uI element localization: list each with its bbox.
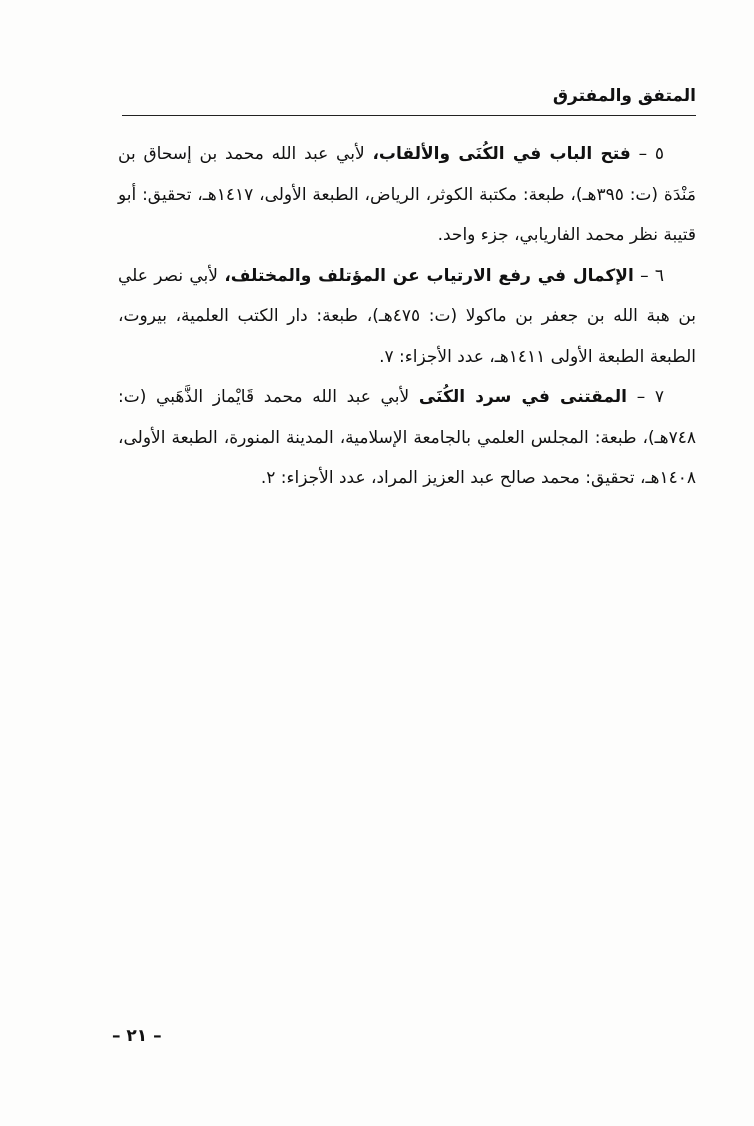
entry-title: الإكمال في رفع الارتياب عن المؤتلف والمختلف، [224,265,634,286]
header-rule [122,115,696,116]
entry-number: ٥ – [638,144,665,164]
running-header-title: المتفق والمفترق [552,86,696,106]
entry-title: المقتنى في سرد الكُنَى [418,387,627,407]
entry-details: لأبي نصر علي بن هبة الله بن جعفر بن ماكولا (ت: ٤٧٥هـ)، طبعة: دار الكتب العلمية، بيروت، الطبعة الطبعة الأولى ١٤١١هـ، عدد الأجزاء: ٧. [118,265,696,367]
entry-number: ٧ – [636,387,665,407]
bibliography-list [118,134,696,499]
entry-details: لأبي عبد الله محمد قَايْماز الذَّهَبي (ت: ٧٤٨هـ)، طبعة: المجلس العلمي بالجامعة الإسلامية، المدينة المنورة، الطبعة الأولى، ١٤٠٨هـ، تحقيق: محمد صالح عبد العزيز المراد، عدد الأجزاء: ٢. [118,387,696,488]
entry-title: فتح الباب في الكُنَى والألقاب، [372,144,631,164]
bibliography-entry-7 [118,377,696,499]
bibliography-entry-5 [118,134,696,256]
bibliography-entry-6 [118,256,696,378]
entry-number: ٦ – [640,265,665,286]
page-number: – ٢١ – [112,1026,162,1046]
entry-details: لأبي عبد الله محمد بن إسحاق بن مَنْدَة (ت: ٣٩٥هـ)، طبعة: مكتبة الكوثر، الرياض، الطبعة الأولى، ١٤١٧هـ، تحقيق: أبو قتيبة نظر محمد الفاريابي، جزء واحد. [118,144,696,245]
